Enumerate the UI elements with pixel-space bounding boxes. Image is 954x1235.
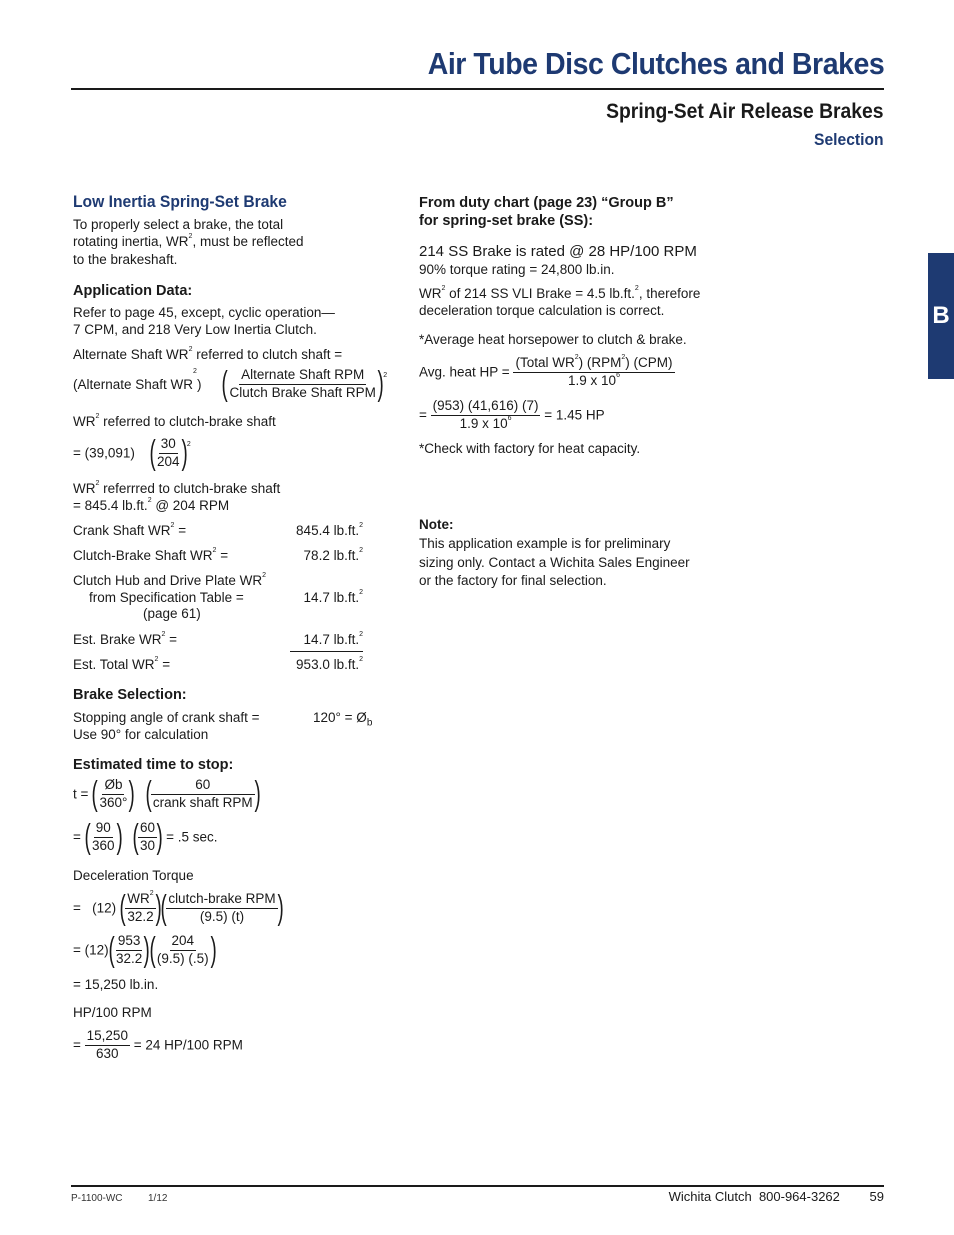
est-brake-wr-value: 14.7 lb.ft.$^2$ [290,631,363,652]
section-label: Selection [814,130,884,149]
footer-divider [71,1185,884,1187]
equation-39091: = (39,091) ( $\frac{30}{204}$ )$^2$ [73,434,191,473]
note-line-3: or the factory for final selection. [419,573,607,588]
section-tab-b[interactable]: B [928,253,954,379]
note-heading: Note: [419,517,454,532]
heat-hp-result: = $\frac{(953) (41,616) (7)}{1.9 x 10^6}$ = 1.45 HP [419,398,605,431]
document-code: P-1100-WC [71,1193,123,1204]
hp-label: HP/100 RPM [73,1005,152,1020]
time-equation: t = ( $\frac{Øb}{360^\circ}$ ) ( $\frac{60}{\text{crank shaft RPM}}$ ) [73,775,261,814]
clutch-hub-wr-value: 14.7 lb.ft.$^2$ [303,589,363,605]
use-90-line: Use 90° for calculation [73,727,209,742]
brake-rated-line: 214 SS Brake is rated @ 28 HP/100 RPM [419,243,697,260]
duty-chart-heading-1: From duty chart (page 23) “Group B” [419,195,674,211]
decel-correct-line: deceleration torque calculation is correct. [419,303,665,318]
est-total-wr-value: 953.0 lb.ft.$^2$ [296,656,363,672]
clutch-brake-shaft-wr-label: Clutch-Brake Shaft $WR^2$ = [73,547,229,563]
wr-referred-line: $WR^2$ referred to clutch-brake shaft [73,413,276,429]
wr-result-line: = 845.4 lb.ft.$^2$ @ 204 RPM [73,497,230,513]
phone-number: 800-964-3262 [758,1189,840,1204]
app-line-2: 7 CPM, and 218 Very Low Inertia Clutch. [73,322,317,337]
decel-equation-1: = (12) ( $\frac{WR^2}{32.2}$ )( $\frac{\text{clutch-brake RPM}}{(9.5) (t)}$ ) [73,889,284,928]
app-line-1: Refer to page 45, except, cyclic operation— [73,305,335,320]
avg-heat-note: *Average heat horsepower to clutch & brake. [419,332,687,347]
torque-rating-line: 90% torque rating = 24,800 lb.in. [419,262,615,277]
page-number: 59 [869,1189,884,1204]
intro-line-1: To properly select a brake, the total [73,217,284,232]
decel-result: = 15,250 lb.in. [73,977,159,992]
page-title: Air Tube Disc Clutches and Brakes [427,46,884,81]
alt-shaft-equation: (Alternate Shaft $WR^2$) ( $\frac{\text{Alternate Shaft RPM}}{\text{Clutch Brake Shaft RPM}}$ )$^2$ [73,365,388,404]
wr-referred-line-2: $WR^2$ referrred to clutch-brake shaft [73,480,281,496]
deceleration-torque-label: Deceleration Torque [73,868,194,883]
est-total-wr-label: Est. Total $WR^2$ = [73,656,171,672]
stopping-angle-line: Stopping angle of crank shaft = [73,710,260,725]
est-brake-wr-label: Est. Brake $WR^2$ = [73,631,178,647]
duty-chart-heading-2: for spring-set brake (SS): [419,213,594,229]
intro-line-2: rotating inertia, $WR^2$, must be reflected [73,233,304,249]
crank-shaft-wr-label: Crank Shaft $WR^2$ = [73,522,187,538]
footer-contact [669,1189,884,1206]
vli-brake-wr-line: $WR^2$ of 214 SS VLI Brake = 4.5 lb.ft.$^2$, therefore [419,285,701,301]
clutch-hub-wr-label-2: from Specification Table = [89,590,244,605]
note-line-1: This application example is for preliminary [419,536,671,551]
hp-equation: = $\frac{15,250}{630}$ = 24 HP/100 RPM [73,1028,243,1061]
stopping-angle-value: $120^\circ = Ø_b$ [313,710,373,729]
crank-shaft-wr-value: 845.4 lb.ft.$^2$ [296,522,363,538]
brake-selection-heading: Brake Selection: [73,687,187,703]
low-inertia-heading: Low Inertia Spring-Set Brake [73,192,287,211]
page-subtitle: Spring-Set Air Release Brakes [606,100,884,123]
clutch-brake-shaft-wr-value: 78.2 lb.ft.$^2$ [303,547,363,563]
estimated-time-heading: Estimated time to stop: [73,757,234,773]
check-factory-note: *Check with factory for heat capacity. [419,441,641,456]
note-line-2: sizing only. Contact a Wichita Sales Engineer [419,555,690,570]
time-equation-2: = ( $\frac{90}{360}$ ) ( $\frac{60}{30}$ ) = .5 sec. [73,818,218,857]
application-data-heading: Application Data: [73,283,193,299]
header-divider [71,88,884,90]
intro-line-3: to the brakeshaft. [73,252,178,267]
clutch-hub-wr-label-3: (page 61) [143,606,201,621]
document-date: 1/12 [148,1193,168,1204]
decel-equation-2: = (12)( $\frac{953}{32.2}$ )( $\frac{204}{(9.5) (.5)}$ ) [73,931,217,970]
alt-shaft-line: Alternate Shaft $WR^2$ referred to clutch shaft = [73,346,343,362]
company-name: Wichita Clutch [668,1189,752,1204]
avg-heat-equation: Avg. heat HP = $\frac{(Total WR^2) (RPM^2) (CPM)}{1.9 x 10^6}$ [419,354,673,388]
clutch-hub-wr-label: Clutch Hub and Drive Plate $WR^2$ [73,572,266,588]
